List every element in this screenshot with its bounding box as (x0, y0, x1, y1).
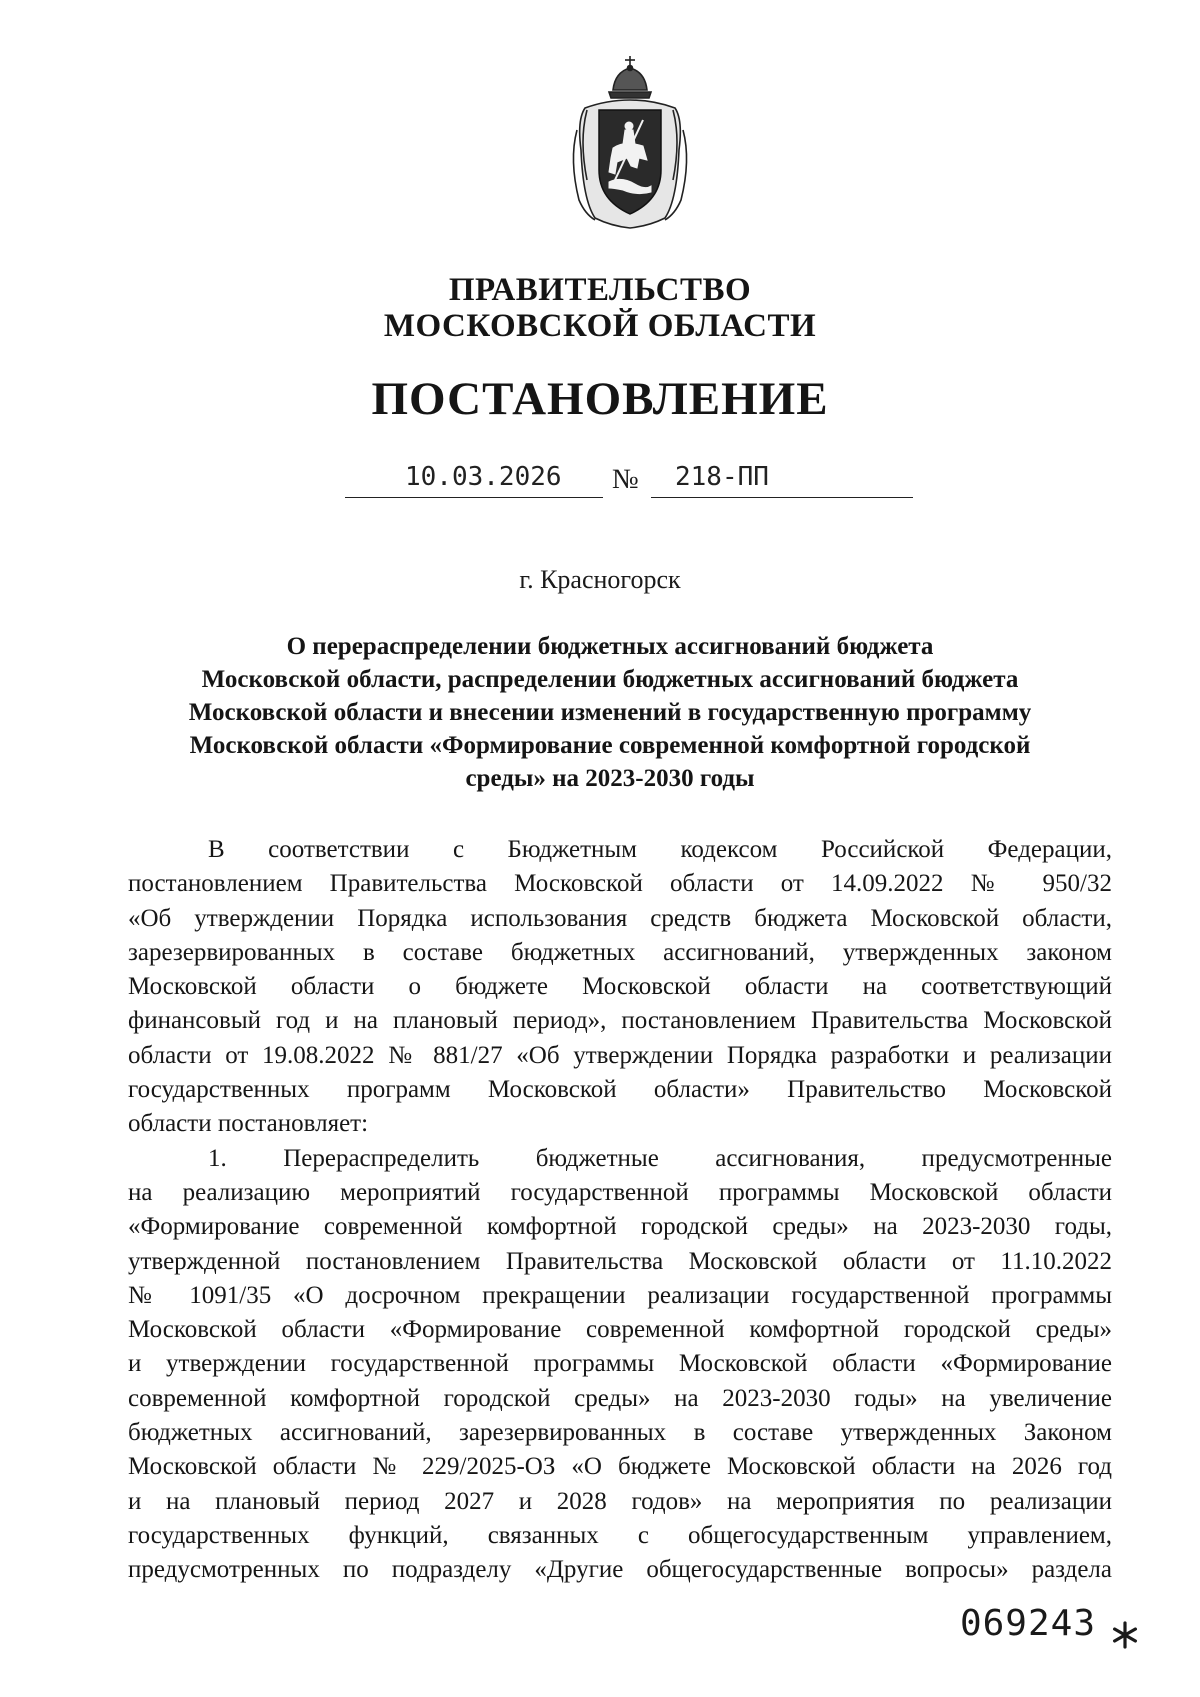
body-line: государственных функций, связанных с общегосударственным управлением, (128, 1521, 1112, 1549)
title-line: Московской области, распределении бюджетных ассигнований бюджета (201, 666, 1019, 693)
body-line: и утверждении государственной программы Московской области «Формирование (128, 1350, 1112, 1378)
body-line: Московской области «Формирование современной комфортной городской среды» (128, 1316, 1112, 1344)
body-line: 1. Перераспределить бюджетные ассигнования, предусмотренные (208, 1144, 1112, 1172)
title-line: Московской области и внесении изменений в государственную программу (188, 699, 1032, 726)
body-line: области от 19.08.2022 № 881/27 «Об утверждении Порядка разработки и реализации (128, 1041, 1112, 1069)
body-line: государственных программ Московской области» Правительство Московской (128, 1076, 1112, 1104)
body-line: «Об утверждении Порядка использования средств бюджета Московской области, (128, 904, 1112, 932)
number-sign: № (612, 464, 639, 495)
document-title (150, 630, 1070, 795)
document-body (128, 833, 1112, 1588)
document-date: 10.03.2026 (405, 462, 562, 492)
body-line: финансовый год и на плановый период», постановлением Правительства Московской (128, 1007, 1112, 1035)
title-line: среды» на 2023-2030 годы (465, 765, 755, 792)
body-line: «Формирование современной комфортной городской среды» на 2023-2030 годы, (128, 1213, 1112, 1241)
org-name-line2: МОСКОВСКОЙ ОБЛАСТИ (383, 308, 817, 344)
number-underline (651, 497, 913, 498)
body-line: области постановляет: (128, 1110, 369, 1138)
coat-of-arms-icon (565, 50, 695, 230)
body-line: бюджетных ассигнований, зарезервированных в составе утвержденных Законом (128, 1419, 1112, 1447)
date-number-row (0, 462, 1200, 506)
org-name-line1: ПРАВИТЕЛЬСТВО (448, 272, 752, 308)
body-line: современной комфортной городской среды» на 2023-2030 годы» на увеличение (128, 1384, 1112, 1412)
title-line: Московской области «Формирование современной комфортной городской (189, 732, 1031, 759)
city: г. Красногорск (519, 565, 681, 594)
body-line: предусмотренных по подразделу «Другие общегосударственные вопросы» раздела (128, 1556, 1112, 1584)
body-line: на реализацию мероприятий государственной программы Московской области (128, 1178, 1112, 1206)
document-number: 218-ПП (675, 462, 769, 492)
body-line: и на плановый период 2027 и 2028 годов» на мероприятия по реализации (128, 1487, 1112, 1515)
body-line: № 1091/35 «О досрочном прекращении реализации государственной программы (128, 1281, 1112, 1309)
body-line: утвержденной постановлением Правительства Московской области от 11.10.2022 (128, 1247, 1112, 1275)
body-line: В соответствии с Бюджетным кодексом Российской Федерации, (208, 836, 1112, 863)
body-line: Московской области № 229/2025-ОЗ «О бюджете Московской области на 2026 год (128, 1453, 1112, 1481)
asterisk-icon (1110, 1620, 1140, 1650)
body-line: зарезервированных в составе бюджетных ассигнований, утвержденных законом (128, 938, 1112, 966)
body-line: Московской области о бюджете Московской области на соответствующий (128, 973, 1112, 1001)
serial-number: 069243 (959, 1603, 1096, 1644)
date-underline (345, 497, 603, 498)
body-line: постановлением Правительства Московской области от 14.09.2022 № 950/32 (128, 870, 1112, 898)
title-line: О перераспределении бюджетных ассигнований бюджета (286, 633, 934, 660)
document-type: ПОСТАНОВЛЕНИЕ (371, 373, 829, 425)
